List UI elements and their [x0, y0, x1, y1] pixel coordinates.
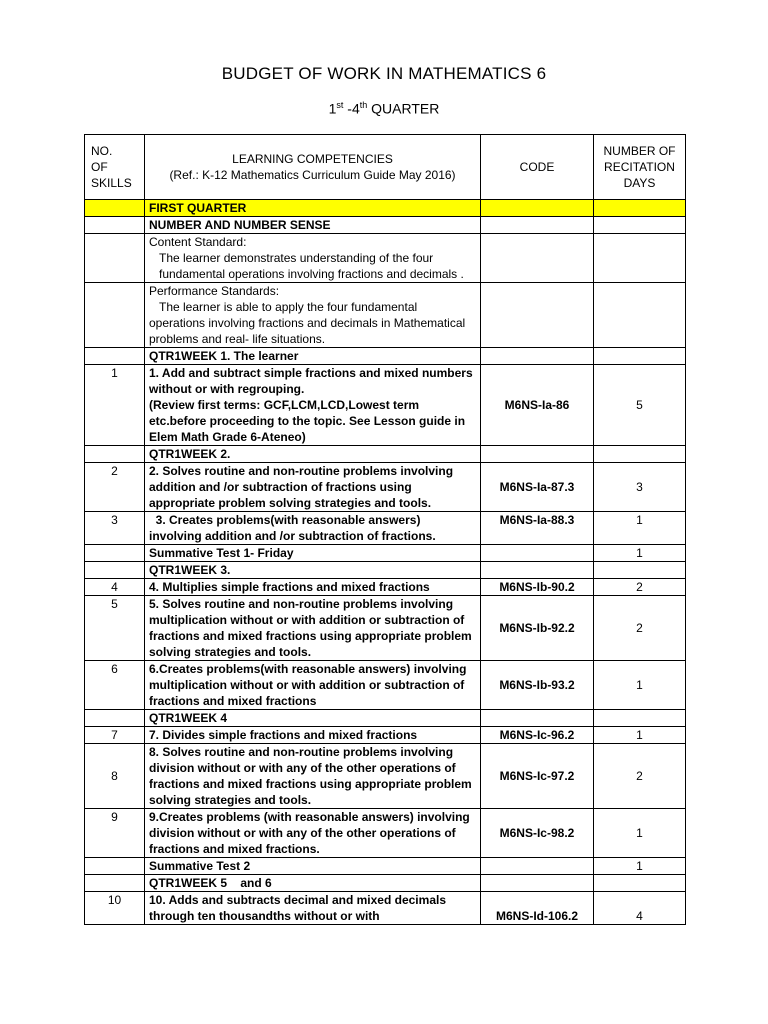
cell-empty	[85, 283, 145, 348]
header-text: DAYS	[623, 176, 656, 190]
cell-empty	[594, 283, 686, 348]
cell-empty	[594, 446, 686, 463]
table-row	[85, 710, 686, 727]
cell-empty	[85, 348, 145, 365]
content-standard-text: The learner demonstrates understanding of the four fundamental operations involving fractions and decimals .	[159, 251, 464, 281]
week-label: QTR1WEEK 1. The learner	[145, 348, 481, 365]
header-text: (Ref.: K-12 Mathematics Curriculum Guide May 2016)	[169, 168, 456, 182]
competency-code: M6NS-Ic-97.2	[481, 744, 594, 809]
cell-empty	[481, 710, 594, 727]
competency-text: 4. Multiplies simple fractions and mixed fractions	[145, 579, 481, 596]
budget-of-work-table	[84, 134, 686, 925]
competency-text: 9.Creates problems (with reasonable answers) involving division without or with any of the other operations of fractions and mixed fractions.	[145, 809, 481, 858]
performance-standards-text: The learner is able to apply the four fundamental operations involving fractions and decimals in Mathematical problems and real- life situations.	[149, 300, 466, 346]
header-text: RECITATION	[604, 160, 675, 174]
cell-empty	[481, 217, 594, 234]
table-row	[85, 545, 686, 562]
recitation-days: 1	[594, 661, 686, 710]
cell-empty	[481, 545, 594, 562]
competency-note: (Review first terms: GCF,LCM,LCD,Lowest term etc.before proceeding to the topic. See Lesson guide in Elem Math Grade 6-Ateneo)	[149, 398, 466, 444]
cell-empty	[594, 710, 686, 727]
competency-text: 3. Creates problems(with reasonable answers) involving addition and /or subtraction of fractions.	[145, 512, 481, 545]
table-row	[85, 512, 686, 545]
header-learning-competencies	[145, 135, 481, 200]
summative-test-label: Summative Test 1- Friday	[145, 545, 481, 562]
competency-code: M6NS-Ib-90.2	[481, 579, 594, 596]
skill-number: 4	[85, 579, 145, 596]
cell-empty	[481, 348, 594, 365]
skill-number: 8	[85, 744, 145, 809]
recitation-days: 1	[594, 727, 686, 744]
recitation-days: 1	[594, 512, 686, 545]
table-header-row	[85, 135, 686, 200]
table-row	[85, 562, 686, 579]
competency-text: 7. Divides simple fractions and mixed fractions	[145, 727, 481, 744]
recitation-days: 1	[594, 809, 686, 858]
competency-text	[145, 365, 481, 446]
table-row	[85, 579, 686, 596]
skill-number: 1	[85, 365, 145, 446]
recitation-days: 4	[594, 892, 686, 925]
header-text: SKILLS	[91, 176, 132, 190]
week-label: QTR1WEEK 4	[145, 710, 481, 727]
table-row	[85, 348, 686, 365]
cell-empty	[594, 234, 686, 283]
skill-number: 2	[85, 463, 145, 512]
week-label: QTR1WEEK 5 and 6	[145, 875, 481, 892]
recitation-days: 3	[594, 463, 686, 512]
table-row	[85, 596, 686, 661]
cell-empty	[481, 234, 594, 283]
cell-empty	[481, 446, 594, 463]
subtitle-part: 1	[328, 100, 337, 117]
cell-empty	[594, 217, 686, 234]
cell-empty	[481, 562, 594, 579]
subtitle-part: QUARTER	[367, 100, 440, 117]
recitation-days: 5	[594, 365, 686, 446]
document-subtitle	[0, 100, 768, 117]
skill-number: 6	[85, 661, 145, 710]
table-row	[85, 858, 686, 875]
cell-empty	[594, 875, 686, 892]
cell-empty	[481, 200, 594, 217]
competency-code: M6NS-Ia-88.3	[481, 512, 594, 545]
competency-code: M6NS-Ic-96.2	[481, 727, 594, 744]
table-row	[85, 744, 686, 809]
subtitle-part: -4	[343, 100, 360, 117]
skill-number: 10	[85, 892, 145, 925]
recitation-days: 2	[594, 579, 686, 596]
content-standard-label: Content Standard:	[149, 235, 247, 249]
performance-standards-label: Performance Standards:	[149, 284, 280, 298]
week-label: QTR1WEEK 2.	[145, 446, 481, 463]
header-text: NO.	[91, 144, 113, 158]
section-label: NUMBER AND NUMBER SENSE	[145, 217, 481, 234]
table-row	[85, 217, 686, 234]
competency-text: 2. Solves routine and non-routine problems involving addition and /or subtraction of fractions using appropriate problem solving strategies and tools.	[145, 463, 481, 512]
header-text: NUMBER OF	[603, 144, 676, 158]
cell-empty	[481, 283, 594, 348]
table-row	[85, 283, 686, 348]
competency-code: M6NS-Ia-87.3	[481, 463, 594, 512]
table-row	[85, 234, 686, 283]
competency-code: M6NS-Ib-93.2	[481, 661, 594, 710]
recitation-days: 2	[594, 596, 686, 661]
skill-number: 5	[85, 596, 145, 661]
subtitle-sup-st: st	[336, 100, 344, 110]
competency-code: M6NS-Ia-86	[481, 365, 594, 446]
table-row	[85, 661, 686, 710]
table-row	[85, 727, 686, 744]
table-row	[85, 463, 686, 512]
table-row	[85, 446, 686, 463]
competency-code: M6NS-Id-106.2	[481, 892, 594, 925]
section-label: FIRST QUARTER	[145, 200, 481, 217]
recitation-days: 1	[594, 858, 686, 875]
header-no-of-skills	[85, 135, 145, 200]
skill-number: 3	[85, 512, 145, 545]
recitation-days: 1	[594, 545, 686, 562]
table-row	[85, 892, 686, 925]
header-recitation-days	[594, 135, 686, 200]
cell-empty	[85, 446, 145, 463]
competency-text: 8. Solves routine and non-routine problems involving division without or with any of the other operations of fractions and mixed fractions using appropriate problem solving strategies and tools.	[145, 744, 481, 809]
cell-empty	[85, 858, 145, 875]
table-row	[85, 809, 686, 858]
competency-text: 5. Solves routine and non-routine problems involving multiplication without or with addition or subtraction of fractions and mixed fractions using appropriate problem solving strategies and tools.	[145, 596, 481, 661]
content-standard-cell	[145, 234, 481, 283]
recitation-days: 2	[594, 744, 686, 809]
cell-empty	[85, 217, 145, 234]
cell-empty	[85, 200, 145, 217]
skill-number: 7	[85, 727, 145, 744]
cell-empty	[85, 562, 145, 579]
competency-code: M6NS-Ib-92.2	[481, 596, 594, 661]
competency-line: 1. Add and subtract simple fractions and mixed numbers without or with regrouping.	[149, 366, 473, 396]
competency-code: M6NS-Ic-98.2	[481, 809, 594, 858]
cell-empty	[85, 545, 145, 562]
cell-empty	[481, 858, 594, 875]
competency-text: 6.Creates problems(with reasonable answers) involving multiplication without or with addition or subtraction of fractions and mixed fractions	[145, 661, 481, 710]
competency-text: 10. Adds and subtracts decimal and mixed decimals through ten thousandths without or with	[145, 892, 481, 925]
cell-empty	[481, 875, 594, 892]
week-label: QTR1WEEK 3.	[145, 562, 481, 579]
cell-empty	[594, 562, 686, 579]
subtitle-sup-th: th	[359, 100, 368, 110]
header-text: LEARNING COMPETENCIES	[232, 152, 393, 166]
summative-test-label: Summative Test 2	[145, 858, 481, 875]
cell-empty	[594, 348, 686, 365]
table-row	[85, 365, 686, 446]
cell-empty	[85, 234, 145, 283]
cell-empty	[85, 875, 145, 892]
cell-empty	[85, 710, 145, 727]
document-title: BUDGET OF WORK IN MATHEMATICS 6	[221, 64, 547, 83]
skill-number: 9	[85, 809, 145, 858]
header-text: OF	[91, 160, 108, 174]
cell-empty	[594, 200, 686, 217]
table-row	[85, 875, 686, 892]
table-row	[85, 200, 686, 217]
header-code: CODE	[481, 135, 594, 200]
performance-standards-cell	[145, 283, 481, 348]
